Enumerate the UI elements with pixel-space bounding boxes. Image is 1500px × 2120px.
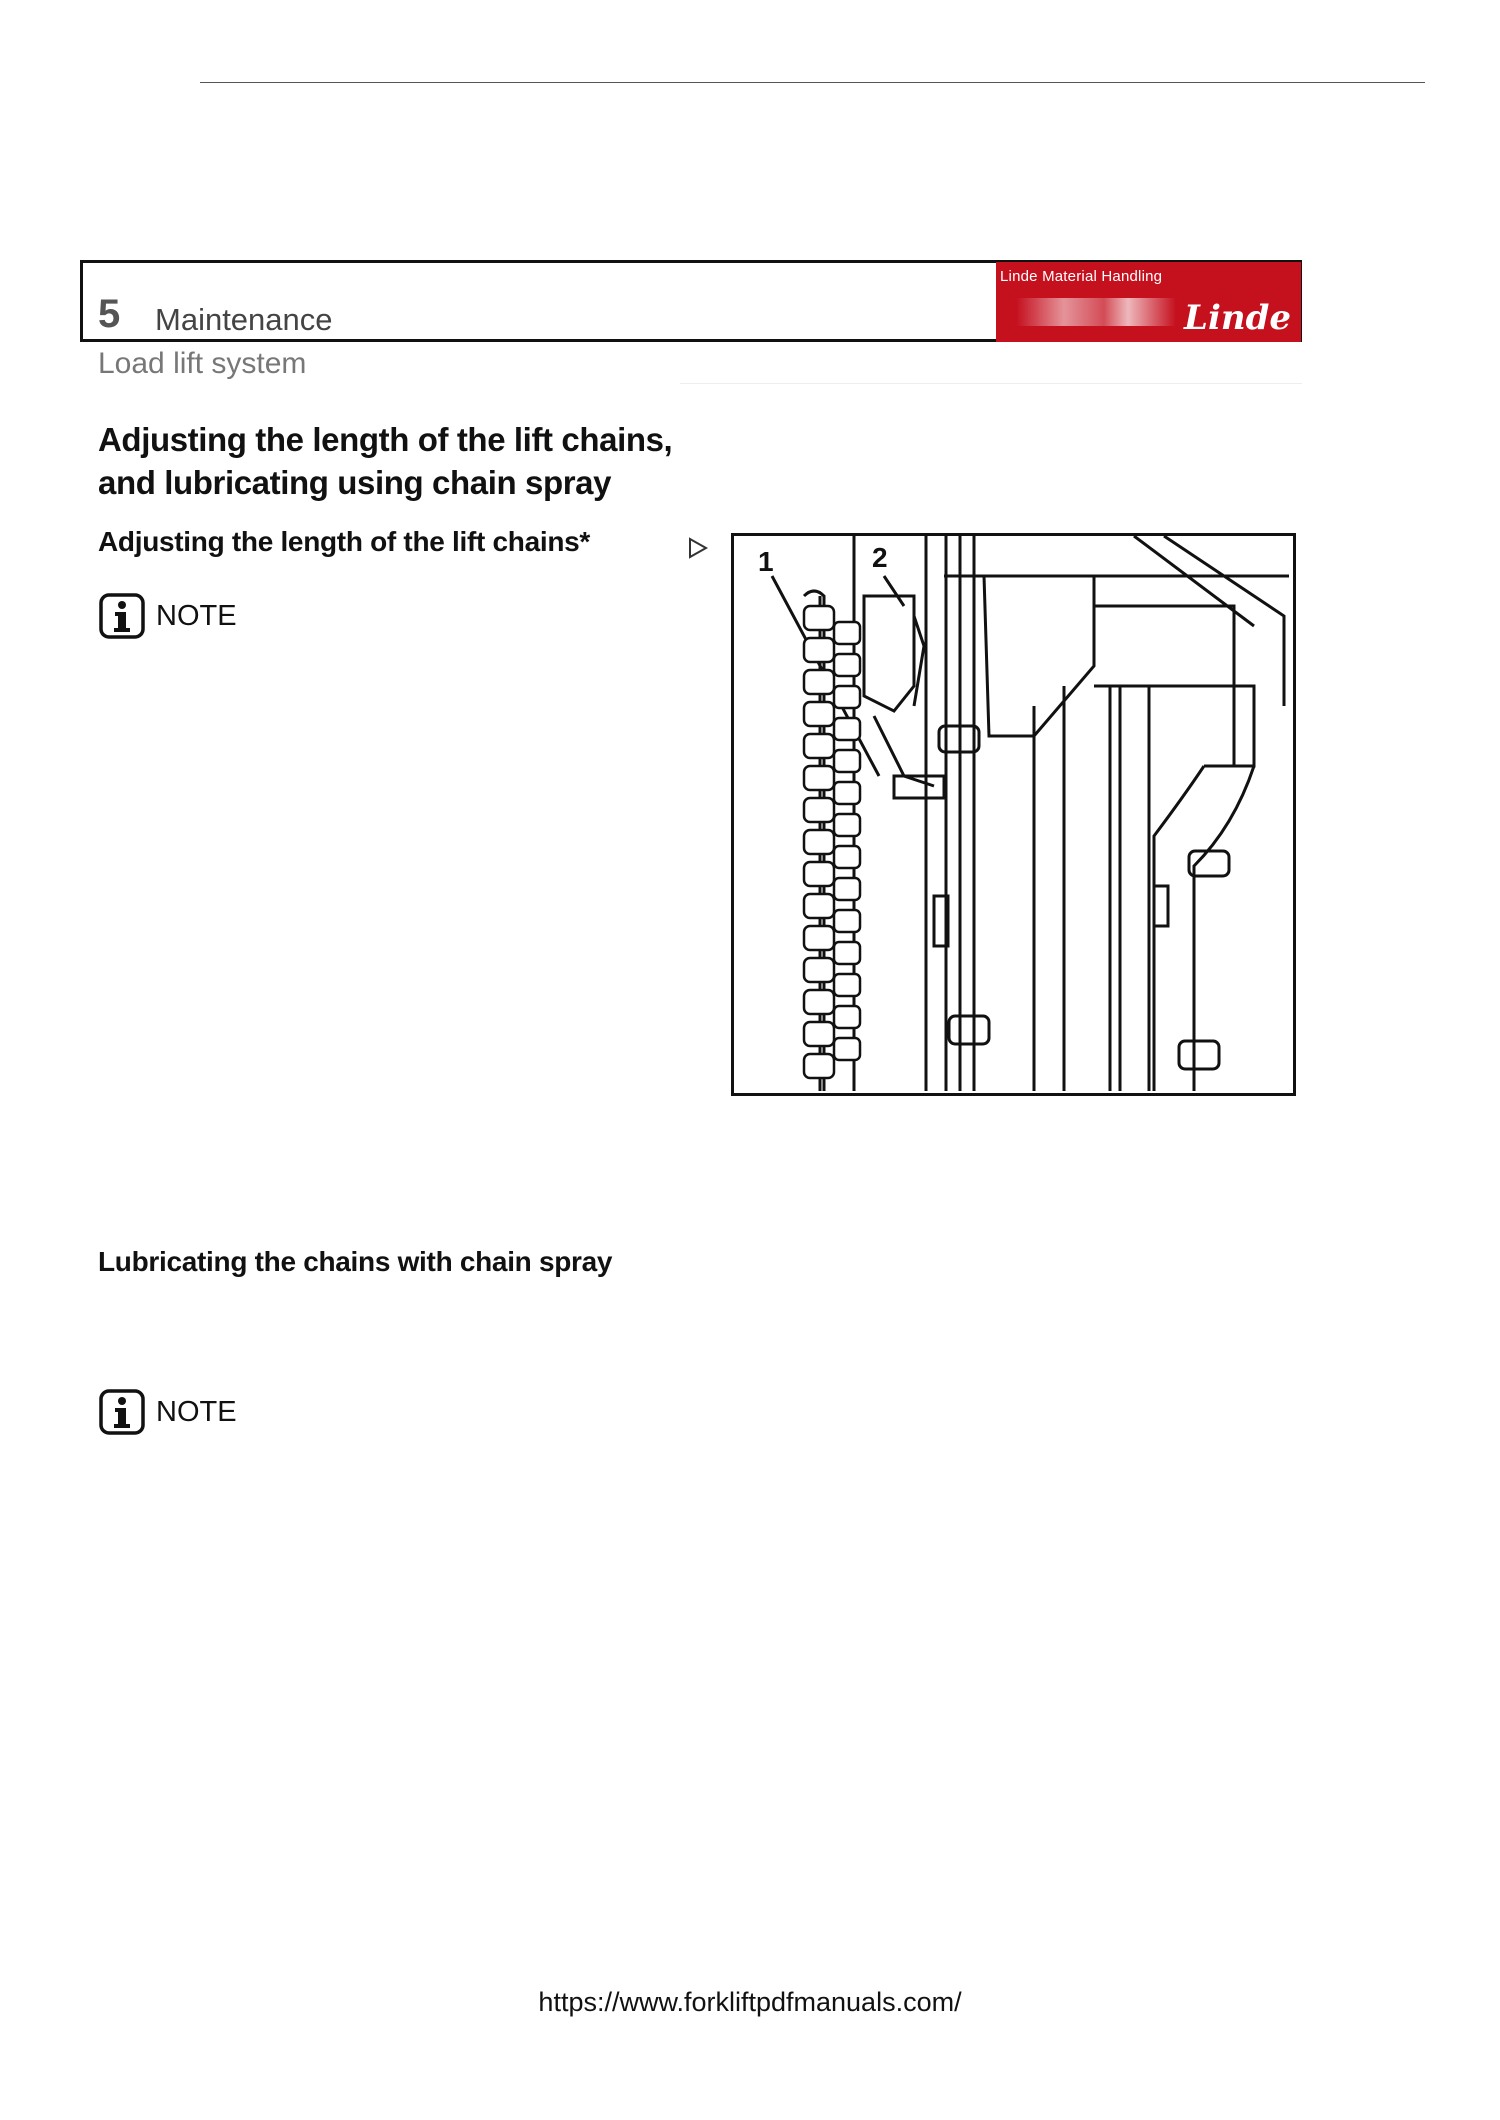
brand-logo: Linde bbox=[1184, 298, 1291, 338]
triangle-right-icon bbox=[687, 536, 709, 565]
note-label: NOTE bbox=[156, 599, 237, 632]
main-heading: Adjusting the length of the lift chains, and lubricating using chain spray bbox=[98, 421, 673, 501]
top-rule bbox=[200, 82, 1425, 83]
figure-callout-1: 1 bbox=[758, 546, 774, 577]
note-lubricating bbox=[98, 1388, 237, 1436]
note-label: NOTE bbox=[156, 1395, 237, 1428]
brand-logo-block bbox=[996, 262, 1301, 342]
figure-callout-2: 2 bbox=[872, 542, 888, 573]
brand-decoration bbox=[1016, 298, 1176, 326]
section-title: Load lift system bbox=[98, 347, 307, 380]
subsection-heading-lubricating: Lubricating the chains with chain spray bbox=[98, 1246, 613, 1277]
chapter-number: 5 bbox=[98, 292, 121, 336]
brand-tagline: Linde Material Handling bbox=[1000, 268, 1163, 285]
footer-url[interactable]: https://www.forkliftpdfmanuals.com/ bbox=[538, 1987, 962, 2017]
info-icon bbox=[98, 592, 146, 640]
note-adjusting bbox=[98, 592, 237, 640]
section-rule bbox=[680, 383, 1302, 384]
lift-chain-figure bbox=[731, 533, 1296, 1096]
subsection-heading-adjusting: Adjusting the length of the lift chains* bbox=[98, 526, 590, 557]
info-icon bbox=[98, 1388, 146, 1436]
chapter-title: Maintenance bbox=[155, 302, 333, 337]
